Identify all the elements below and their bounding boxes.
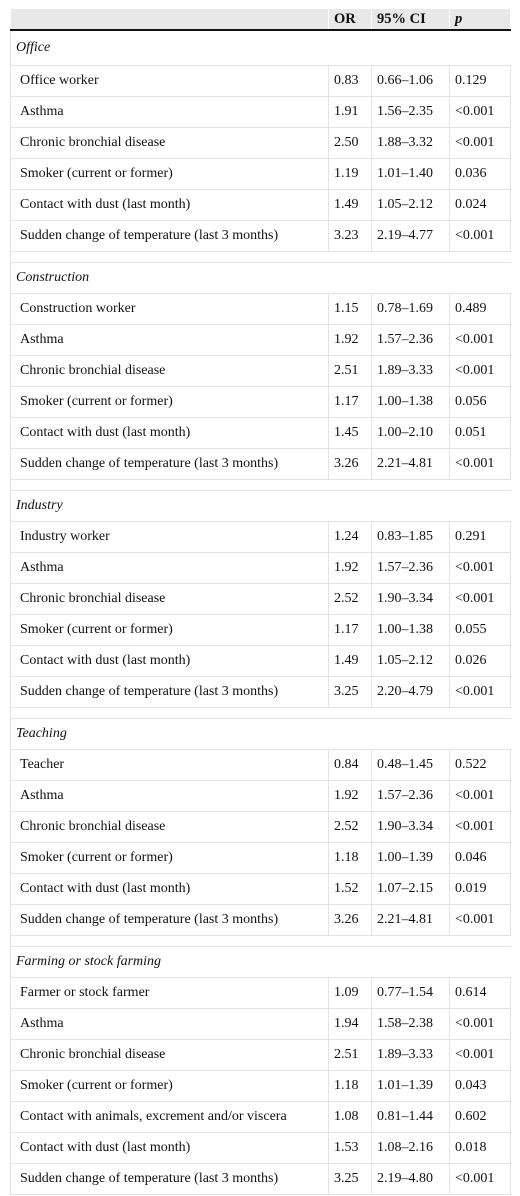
- confidence-interval-value: 2.21–4.81: [372, 449, 450, 480]
- table-row: [11, 843, 511, 874]
- row-label: Contact with dust (last month): [11, 874, 329, 905]
- p-value: 0.026: [450, 646, 511, 677]
- section-title: Teaching: [11, 719, 511, 750]
- p-value: <0.001: [450, 1009, 511, 1040]
- row-label: Construction worker: [11, 294, 329, 325]
- table-row: [11, 584, 511, 615]
- spacer-cell: [11, 252, 511, 263]
- odds-ratio-value: 1.08: [329, 1102, 372, 1133]
- confidence-interval-value: 1.01–1.40: [372, 159, 450, 190]
- confidence-interval-value: 0.66–1.06: [372, 66, 450, 97]
- odds-ratio-value: 1.49: [329, 190, 372, 221]
- p-value: <0.001: [450, 677, 511, 708]
- table-row: [11, 449, 511, 480]
- table-row: [11, 646, 511, 677]
- p-value: 0.019: [450, 874, 511, 905]
- confidence-interval-value: 0.83–1.85: [372, 522, 450, 553]
- header-ci: 95% CI: [372, 9, 450, 30]
- p-value: 0.046: [450, 843, 511, 874]
- confidence-interval-value: 1.07–2.15: [372, 874, 450, 905]
- row-label: Contact with dust (last month): [11, 418, 329, 449]
- table-header: [11, 9, 511, 30]
- table-row: [11, 128, 511, 159]
- table-row: [11, 1102, 511, 1133]
- table-row: [11, 677, 511, 708]
- confidence-interval-value: 1.05–2.12: [372, 646, 450, 677]
- p-value: 0.024: [450, 190, 511, 221]
- odds-ratio-value: 1.09: [329, 978, 372, 1009]
- row-label: Smoker (current or former): [11, 1071, 329, 1102]
- section-title: Construction: [11, 263, 511, 294]
- confidence-interval-value: 0.48–1.45: [372, 750, 450, 781]
- row-label: Chronic bronchial disease: [11, 356, 329, 387]
- odds-ratio-value: 1.92: [329, 781, 372, 812]
- table-row: [11, 522, 511, 553]
- table-row: [11, 1133, 511, 1164]
- p-value: <0.001: [450, 97, 511, 128]
- row-label: Asthma: [11, 325, 329, 356]
- p-value: 0.129: [450, 66, 511, 97]
- odds-ratio-value: 1.17: [329, 615, 372, 646]
- confidence-interval-value: 2.21–4.81: [372, 905, 450, 936]
- p-value: 0.602: [450, 1102, 511, 1133]
- table-row: [11, 97, 511, 128]
- p-value: <0.001: [450, 221, 511, 252]
- section-title: Industry: [11, 491, 511, 522]
- p-value: 0.614: [450, 978, 511, 1009]
- confidence-interval-value: 1.05–2.12: [372, 190, 450, 221]
- header-or: OR: [329, 9, 372, 30]
- row-label: Asthma: [11, 1009, 329, 1040]
- p-value: 0.018: [450, 1133, 511, 1164]
- odds-ratio-value: 1.92: [329, 553, 372, 584]
- row-label: Smoker (current or former): [11, 387, 329, 418]
- confidence-interval-value: 1.58–2.38: [372, 1009, 450, 1040]
- row-label: Chronic bronchial disease: [11, 584, 329, 615]
- section-spacer: [11, 708, 511, 719]
- p-value: 0.055: [450, 615, 511, 646]
- confidence-interval-value: 1.00–1.39: [372, 843, 450, 874]
- table-body: [11, 30, 511, 1195]
- p-value: 0.056: [450, 387, 511, 418]
- odds-ratio-value: 1.15: [329, 294, 372, 325]
- row-label: Chronic bronchial disease: [11, 1040, 329, 1071]
- table-row: [11, 750, 511, 781]
- confidence-interval-value: 2.20–4.79: [372, 677, 450, 708]
- table-row: [11, 325, 511, 356]
- odds-ratio-table: [10, 9, 511, 1195]
- table-row: [11, 1071, 511, 1102]
- confidence-interval-value: 0.78–1.69: [372, 294, 450, 325]
- spacer-cell: [11, 708, 511, 719]
- p-value: 0.036: [450, 159, 511, 190]
- section-title: Farming or stock farming: [11, 947, 511, 978]
- table-row: [11, 66, 511, 97]
- p-value: <0.001: [450, 584, 511, 615]
- confidence-interval-value: 1.01–1.39: [372, 1071, 450, 1102]
- section-spacer: [11, 252, 511, 263]
- confidence-interval-value: 1.89–3.33: [372, 1040, 450, 1071]
- confidence-interval-value: 1.90–3.34: [372, 584, 450, 615]
- odds-ratio-value: 1.19: [329, 159, 372, 190]
- odds-ratio-value: 1.18: [329, 843, 372, 874]
- p-value: <0.001: [450, 812, 511, 843]
- header-row: [11, 9, 511, 30]
- odds-ratio-value: 0.84: [329, 750, 372, 781]
- p-value: <0.001: [450, 356, 511, 387]
- row-label: Farmer or stock farmer: [11, 978, 329, 1009]
- confidence-interval-value: 1.56–2.35: [372, 97, 450, 128]
- confidence-interval-value: 1.00–2.10: [372, 418, 450, 449]
- table-row: [11, 1040, 511, 1071]
- p-value: <0.001: [450, 325, 511, 356]
- section-spacer: [11, 480, 511, 491]
- row-label: Sudden change of temperature (last 3 months): [11, 1164, 329, 1195]
- p-value: 0.489: [450, 294, 511, 325]
- row-label: Contact with dust (last month): [11, 190, 329, 221]
- p-value: 0.291: [450, 522, 511, 553]
- odds-ratio-value: 1.45: [329, 418, 372, 449]
- confidence-interval-value: 1.90–3.34: [372, 812, 450, 843]
- p-value: <0.001: [450, 449, 511, 480]
- p-value: <0.001: [450, 781, 511, 812]
- p-value: <0.001: [450, 905, 511, 936]
- confidence-interval-value: 1.89–3.33: [372, 356, 450, 387]
- table-row: [11, 294, 511, 325]
- odds-ratio-value: 1.91: [329, 97, 372, 128]
- row-label: Smoker (current or former): [11, 615, 329, 646]
- table-row: [11, 874, 511, 905]
- p-value: <0.001: [450, 1164, 511, 1195]
- p-value: <0.001: [450, 1040, 511, 1071]
- table-row: [11, 615, 511, 646]
- odds-ratio-value: 2.51: [329, 356, 372, 387]
- odds-ratio-value: 2.51: [329, 1040, 372, 1071]
- p-value: <0.001: [450, 128, 511, 159]
- row-label: Contact with animals, excrement and/or viscera: [11, 1102, 329, 1133]
- confidence-interval-value: 1.00–1.38: [372, 615, 450, 646]
- table-row: [11, 781, 511, 812]
- confidence-interval-value: 1.08–2.16: [372, 1133, 450, 1164]
- confidence-interval-value: 1.57–2.36: [372, 553, 450, 584]
- odds-ratio-value: 3.23: [329, 221, 372, 252]
- row-label: Contact with dust (last month): [11, 646, 329, 677]
- odds-ratio-value: 2.52: [329, 812, 372, 843]
- table-row: [11, 553, 511, 584]
- odds-ratio-value: 1.92: [329, 325, 372, 356]
- odds-ratio-value: 0.83: [329, 66, 372, 97]
- section-header-row: [11, 719, 511, 750]
- table-row: [11, 356, 511, 387]
- odds-ratio-value: 1.24: [329, 522, 372, 553]
- row-label: Asthma: [11, 781, 329, 812]
- section-header-row: [11, 947, 511, 978]
- row-label: Smoker (current or former): [11, 159, 329, 190]
- table-row: [11, 905, 511, 936]
- header-label: [11, 9, 329, 30]
- odds-ratio-value: 2.52: [329, 584, 372, 615]
- confidence-interval-value: 1.00–1.38: [372, 387, 450, 418]
- row-label: Industry worker: [11, 522, 329, 553]
- table-row: [11, 221, 511, 252]
- row-label: Sudden change of temperature (last 3 months): [11, 221, 329, 252]
- odds-ratio-value: 1.17: [329, 387, 372, 418]
- spacer-cell: [11, 936, 511, 947]
- table-row: [11, 978, 511, 1009]
- table-row: [11, 387, 511, 418]
- odds-ratio-value: 3.26: [329, 449, 372, 480]
- section-title: Office: [11, 30, 511, 66]
- table-row: [11, 190, 511, 221]
- odds-ratio-value: 1.18: [329, 1071, 372, 1102]
- odds-ratio-value: 2.50: [329, 128, 372, 159]
- row-label: Contact with dust (last month): [11, 1133, 329, 1164]
- confidence-interval-value: 0.81–1.44: [372, 1102, 450, 1133]
- row-label: Office worker: [11, 66, 329, 97]
- row-label: Sudden change of temperature (last 3 months): [11, 905, 329, 936]
- p-value: 0.051: [450, 418, 511, 449]
- odds-ratio-value: 1.94: [329, 1009, 372, 1040]
- confidence-interval-value: 2.19–4.80: [372, 1164, 450, 1195]
- results-table-container: [10, 9, 510, 1195]
- row-label: Asthma: [11, 97, 329, 128]
- row-label: Chronic bronchial disease: [11, 128, 329, 159]
- row-label: Smoker (current or former): [11, 843, 329, 874]
- odds-ratio-value: 3.26: [329, 905, 372, 936]
- table-row: [11, 1164, 511, 1195]
- row-label: Chronic bronchial disease: [11, 812, 329, 843]
- odds-ratio-value: 1.53: [329, 1133, 372, 1164]
- table-row: [11, 159, 511, 190]
- p-value: <0.001: [450, 553, 511, 584]
- table-row: [11, 418, 511, 449]
- header-p: p: [450, 9, 511, 30]
- confidence-interval-value: 1.88–3.32: [372, 128, 450, 159]
- section-header-row: [11, 30, 511, 66]
- odds-ratio-value: 1.52: [329, 874, 372, 905]
- odds-ratio-value: 1.49: [329, 646, 372, 677]
- p-value: 0.522: [450, 750, 511, 781]
- row-label: Sudden change of temperature (last 3 months): [11, 449, 329, 480]
- row-label: Teacher: [11, 750, 329, 781]
- table-row: [11, 1009, 511, 1040]
- p-value: 0.043: [450, 1071, 511, 1102]
- confidence-interval-value: 0.77–1.54: [372, 978, 450, 1009]
- confidence-interval-value: 1.57–2.36: [372, 325, 450, 356]
- section-header-row: [11, 263, 511, 294]
- row-label: Sudden change of temperature (last 3 months): [11, 677, 329, 708]
- spacer-cell: [11, 480, 511, 491]
- row-label: Asthma: [11, 553, 329, 584]
- odds-ratio-value: 3.25: [329, 1164, 372, 1195]
- section-spacer: [11, 936, 511, 947]
- section-header-row: [11, 491, 511, 522]
- confidence-interval-value: 2.19–4.77: [372, 221, 450, 252]
- odds-ratio-value: 3.25: [329, 677, 372, 708]
- confidence-interval-value: 1.57–2.36: [372, 781, 450, 812]
- table-row: [11, 812, 511, 843]
